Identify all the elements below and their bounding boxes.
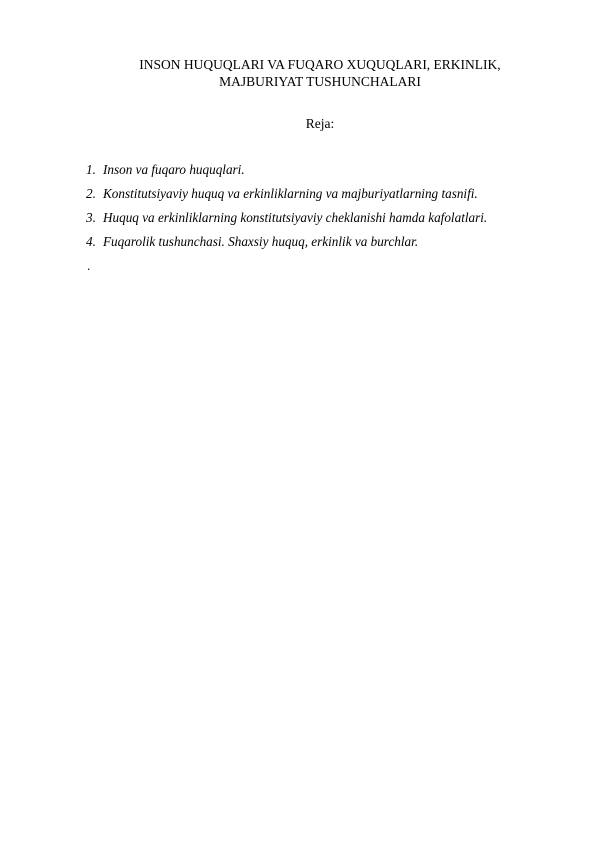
list-item-number: 2.: [86, 186, 96, 201]
title-line-1: INSON HUQUQLARI VA FUQARO XUQUQLARI, ERKINLIK,: [139, 57, 501, 72]
list-item-text: Inson va fuqaro huquqlari.: [103, 162, 245, 177]
list-item: [86, 234, 566, 258]
list-item-number: 4.: [86, 234, 96, 249]
trailing-period: .: [87, 258, 91, 273]
title-line-2: MAJBURIYAT TUSHUNCHALARI: [219, 73, 421, 89]
list-item-text: Fuqarolik tushunchasi. Shaxsiy huquq, erkinlik va burchlar.: [103, 234, 419, 249]
list-item-number: 3.: [86, 210, 96, 225]
list-item: [86, 162, 566, 186]
plan-list: [86, 162, 566, 258]
list-item: [86, 186, 566, 210]
list-item: [86, 210, 566, 234]
list-item-number: 1.: [86, 162, 96, 177]
list-item-text: Huquq va erkinliklarning konstitutsiyaviy cheklanishi hamda kafolatlari.: [103, 210, 488, 225]
plan-heading: Reja:: [305, 116, 335, 131]
page-title: [80, 57, 560, 90]
list-item-text: Konstitutsiyaviy huquq va erkinliklarning va majburiyatlarning tasnifi.: [103, 186, 478, 201]
